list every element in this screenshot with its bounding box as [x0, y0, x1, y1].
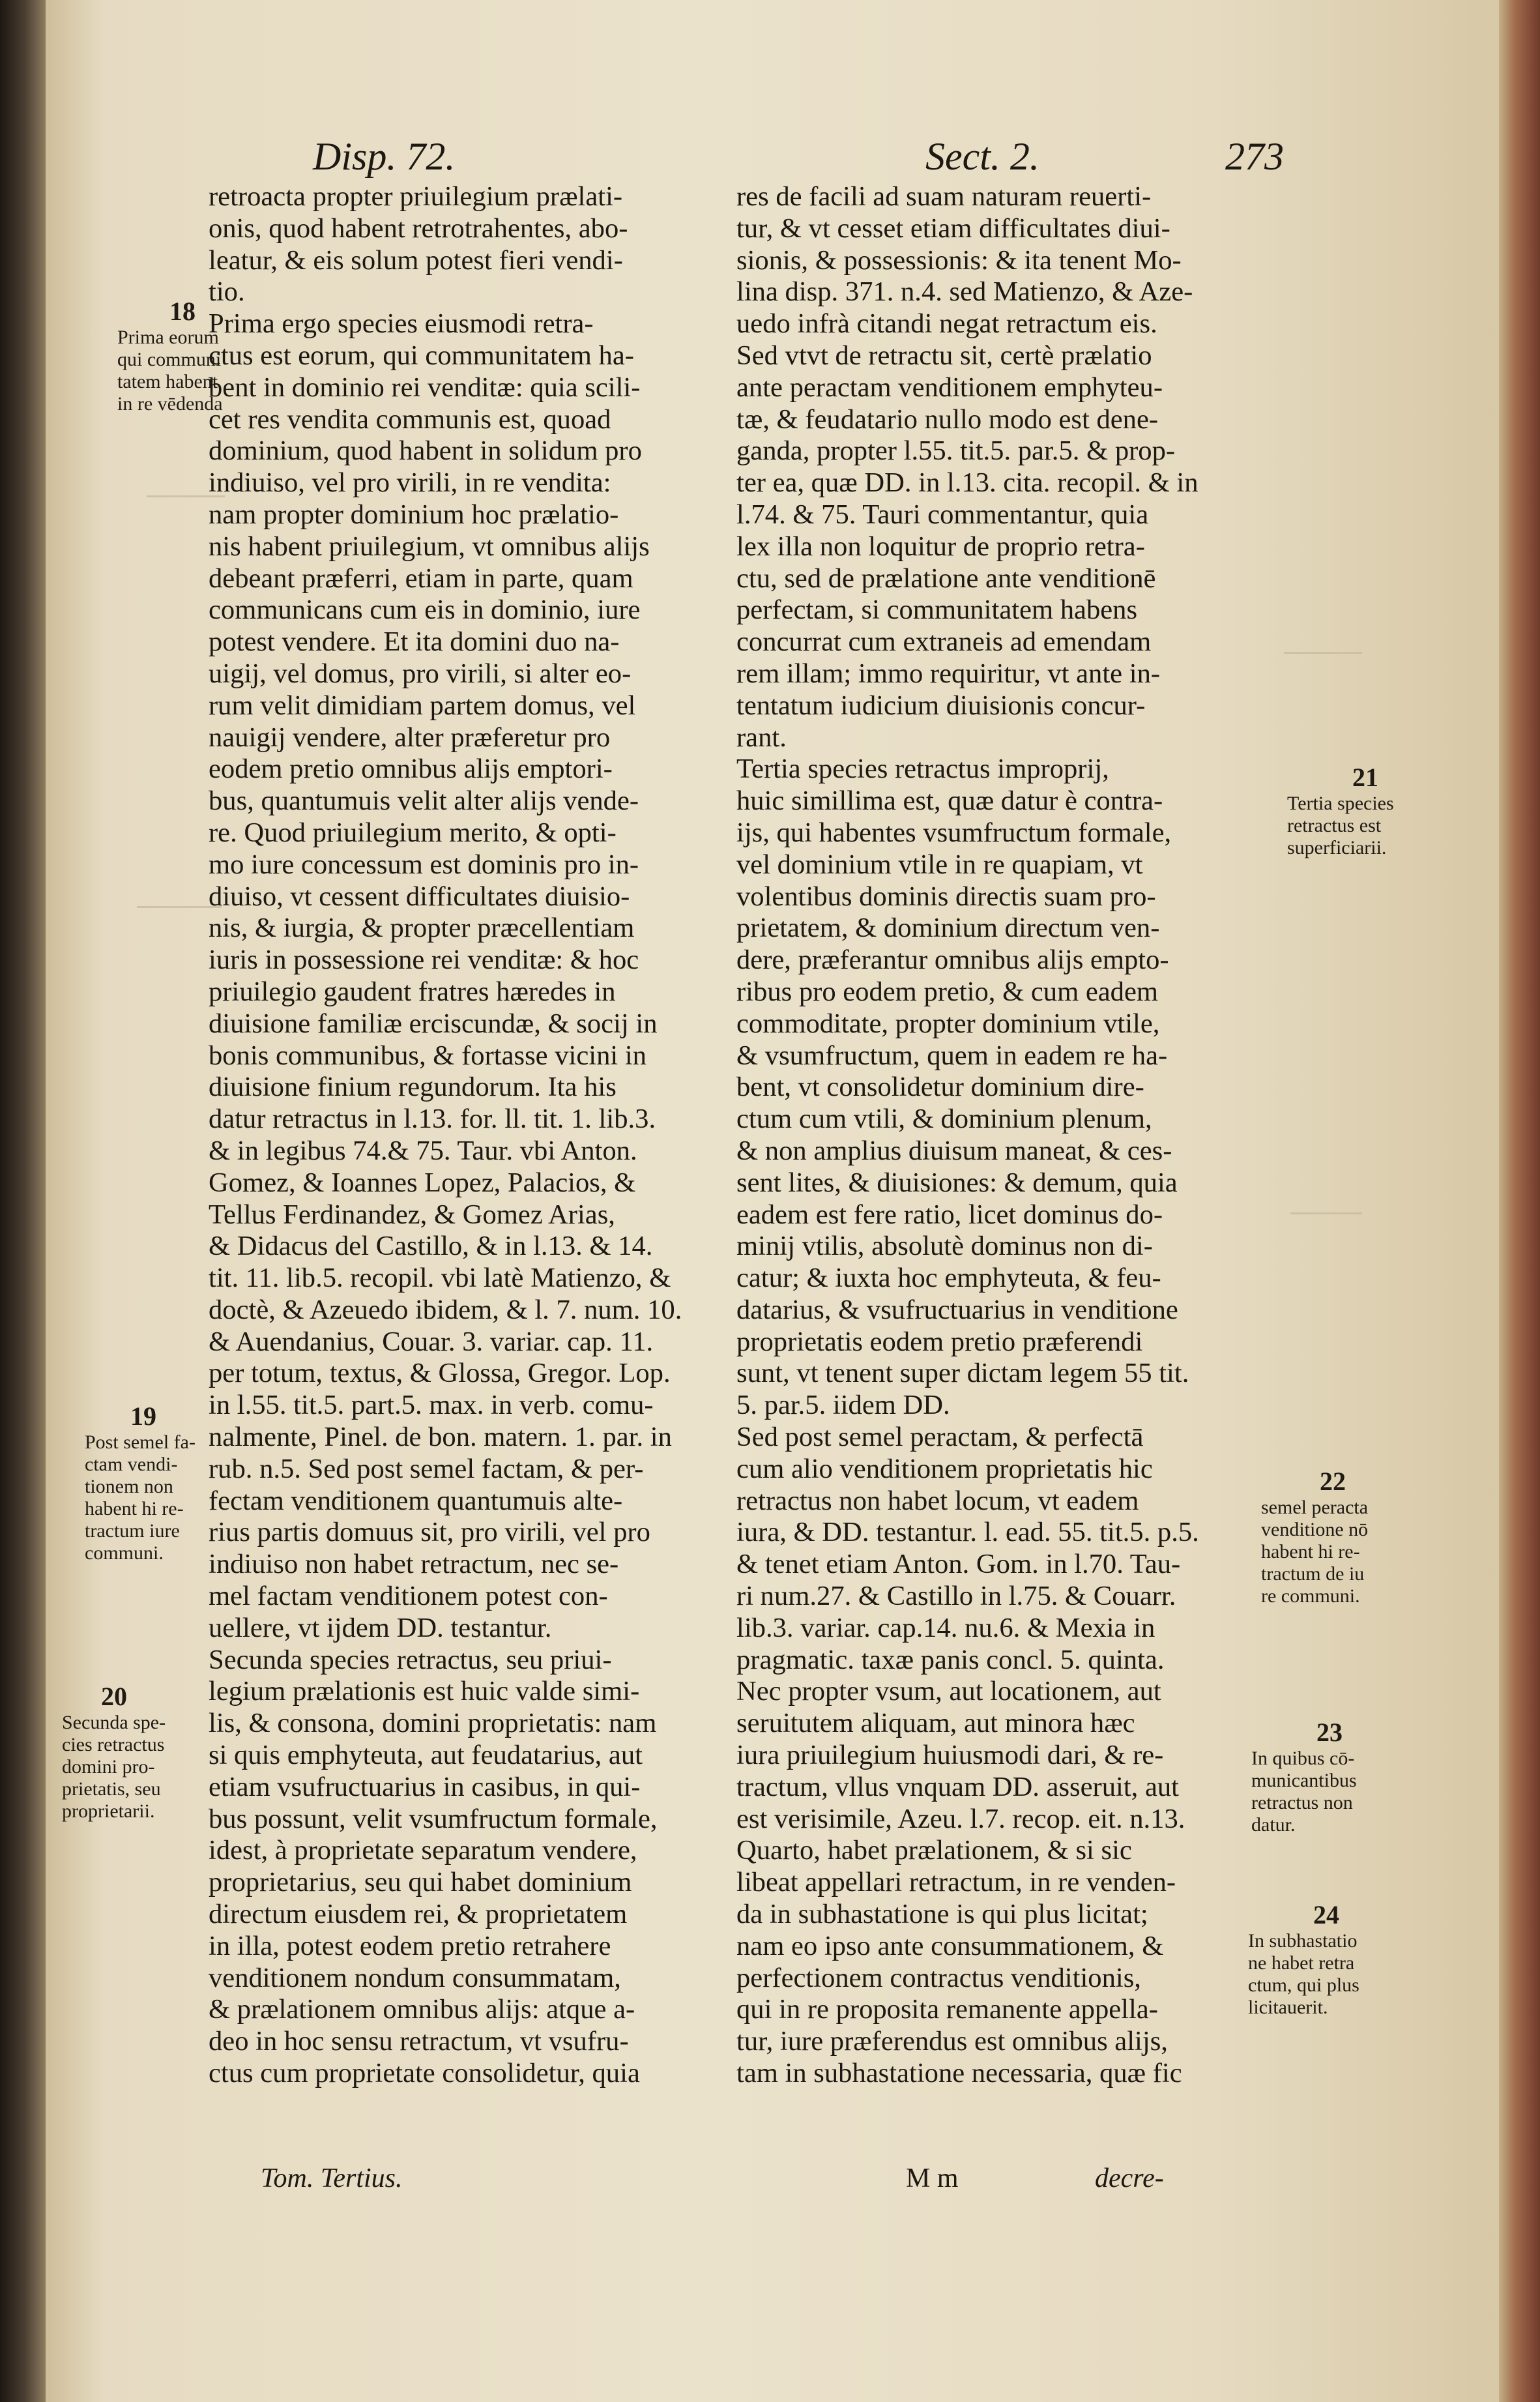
text-line: dere, præferantur omnibus alijs empto- [736, 945, 1169, 976]
text-line: catur; & iuxta hoc emphyteuta, & feu- [736, 1263, 1161, 1294]
text-line: minij vtilis, absolutè dominus non di- [736, 1231, 1153, 1262]
text-line: rub. n.5. Sed post semel factam, & per- [209, 1453, 644, 1484]
margin-note-18 [117, 297, 235, 415]
text-line: diuiso, vt cessent difficultates diuisio- [209, 881, 630, 912]
text-line: rum velit dimidiam partem domus, vel [209, 690, 636, 721]
text-line: tio. [209, 276, 245, 308]
bleed-through-mark [1290, 1212, 1362, 1260]
signature-mark: M m [906, 2163, 959, 2193]
margin-note-line: re communi. [1261, 1585, 1360, 1607]
text-line: bonis communibus, & fortasse vicini in [209, 1040, 647, 1071]
text-line: iura, & DD. testantur. l. ead. 55. tit.5. p.5. [736, 1517, 1199, 1548]
text-line: cet res vendita communis est, quoad [209, 403, 611, 435]
text-line: iura priuilegium huiusmodi dari, & re- [736, 1740, 1164, 1771]
text-line: leatur, & eis solum potest fieri vendi- [209, 244, 623, 276]
text-line: bent in dominio rei venditæ: quia scili- [209, 372, 641, 403]
text-line: Prima ergo species eiusmodi retra- [209, 308, 594, 340]
text-line: libeat appellari retractum, in re venden- [736, 1867, 1176, 1898]
text-line: pragmatic. taxæ panis concl. 5. quinta. [736, 1644, 1165, 1675]
text-line: tur, & vt cesset etiam difficultates diui- [736, 212, 1170, 244]
text-line: datur retractus in l.13. for. ll. tit. 1. lib.3. [209, 1104, 656, 1135]
text-line: nis, & iurgia, & propter præcellentiam [209, 913, 635, 944]
text-line: venditionem nondum consummatam, [209, 1962, 621, 1993]
text-line: & in legibus 74.& 75. Taur. vbi Anton. [209, 1135, 637, 1166]
margin-note-line: Tertia species [1287, 793, 1394, 814]
margin-note-line: ctum, qui plus [1248, 1974, 1359, 1996]
text-line: & Didacus del Castillo, & in l.13. & 14. [209, 1231, 653, 1262]
text-line: onis, quod habent retrotrahentes, abo- [209, 212, 628, 244]
text-line: prietatem, & dominium directum ven- [736, 913, 1160, 944]
text-line: nis habent priuilegium, vt omnibus alijs [209, 531, 650, 562]
text-line: & Auendanius, Couar. 3. variar. cap. 11. [209, 1326, 654, 1357]
text-line: tentatum iudicium diuisionis concur- [736, 690, 1146, 721]
text-line: & prælationem omnibus alijs: atque a- [209, 1994, 635, 2025]
margin-note-number: 23 [1316, 1718, 1343, 1747]
text-line: proprietatis eodem pretio præferendi [736, 1326, 1143, 1357]
margin-note-line: datur. [1251, 1814, 1296, 1836]
text-line: ctus est eorum, qui communitatem ha- [209, 340, 634, 371]
margin-note-line: Post semel fa- [85, 1431, 196, 1453]
text-line: ctum cum vtili, & dominium plenum, [736, 1104, 1152, 1135]
text-line: commoditate, propter dominium vtile, [736, 1008, 1160, 1039]
text-line: qui in re proposita remanente appella- [736, 1994, 1158, 2025]
text-line: cum alio venditionem proprietatis hic [736, 1453, 1153, 1484]
text-line: nam eo ipso ante consummationem, & [736, 1930, 1164, 1961]
text-line: Tellus Ferdinandez, & Gomez Arias, [209, 1199, 615, 1230]
margin-note-24 [1248, 1900, 1398, 2019]
margin-note-line: In quibus cō- [1251, 1748, 1355, 1769]
text-line: bus, quantumuis velit alter alijs vende- [209, 785, 639, 817]
text-line: datarius, & vsufructuarius in venditione [736, 1294, 1178, 1325]
margin-note-line: tractum de iu [1261, 1563, 1365, 1585]
text-line: Tertia species retractus improprij, [736, 754, 1109, 785]
text-line: directum eiusdem rei, & proprietatem [209, 1899, 628, 1930]
text-line: diuisione familiæ erciscundæ, & socij in [209, 1008, 658, 1039]
text-line: si quis emphyteuta, aut feudatarius, aut [209, 1740, 643, 1771]
text-line: sunt, vt tenent super dictam legem 55 tit. [736, 1358, 1189, 1389]
text-line: in l.55. tit.5. part.5. max. in verb. comu- [209, 1390, 654, 1421]
text-line: tit. 11. lib.5. recopil. vbi latè Matienzo, & [209, 1263, 671, 1294]
text-line: legium prælationis est huic valde simi- [209, 1676, 640, 1707]
margin-note-line: tionem non [85, 1476, 173, 1497]
text-line: ganda, propter l.55. tit.5. par.5. & prop- [736, 435, 1176, 467]
text-line: est verisimile, Azeu. l.7. recop. eit. n.13. [736, 1803, 1185, 1834]
text-line: & non amplius diuisum maneat, & ces- [736, 1135, 1172, 1166]
margin-note-line: habent hi re- [85, 1498, 184, 1519]
margin-note-number: 20 [101, 1682, 127, 1711]
running-head-disputation: Disp. 72. [313, 135, 456, 178]
margin-note-number: 24 [1313, 1900, 1339, 1929]
margin-note-line: municantibus [1251, 1770, 1357, 1791]
text-line: huic simillima est, quæ datur è contra- [736, 785, 1163, 817]
margin-note-line: tatem habent [117, 371, 218, 392]
margin-note-line: prietatis, seu [62, 1778, 161, 1800]
text-line: sent lites, & diuisiones: & demum, quia [736, 1167, 1178, 1198]
text-line: diuisione finium regundorum. Ita his [209, 1072, 617, 1103]
text-line: uigij, vel domus, pro virili, si alter eo- [209, 658, 632, 689]
text-line: debeant præferri, etiam in parte, quam [209, 563, 633, 594]
text-line: ribus pro eodem pretio, & cum eadem [736, 976, 1158, 1007]
margin-note-line: habent hi re- [1261, 1541, 1360, 1562]
text-line: perfectionem contractus venditionis, [736, 1962, 1141, 1993]
text-line: mo iure concessum est dominis pro in- [209, 849, 639, 880]
right-text-column [736, 181, 1264, 2090]
text-line: lex illa non loquitur de proprio retra- [736, 531, 1145, 562]
text-line: indiuiso non habet retractum, nec se- [209, 1549, 619, 1580]
text-line: Gomez, & Ioannes Lopez, Palacios, & [209, 1167, 636, 1198]
left-text-column [209, 181, 749, 2090]
text-line: lis, & consona, domini proprietatis: nam [209, 1708, 657, 1739]
text-line: res de facili ad suam naturam reuerti- [736, 181, 1152, 212]
text-line: proprietarius, seu qui habet dominium [209, 1867, 632, 1898]
text-line: volentibus dominis directis suam pro- [736, 881, 1156, 912]
text-line: communicans cum eis in dominio, iure [209, 594, 641, 626]
margin-note-line: cies retractus [62, 1734, 165, 1755]
margin-note-23 [1251, 1718, 1401, 1836]
text-line: eodem pretio omnibus alijs emptori- [209, 754, 613, 785]
text-line: perfectam, si communitatem habens [736, 594, 1138, 626]
text-line: eadem est fere ratio, licet dominus do- [736, 1199, 1163, 1230]
margin-note-number: 22 [1320, 1467, 1346, 1496]
text-line: rius partis domuus sit, pro virili, vel pro [209, 1517, 650, 1548]
margin-note-20 [62, 1682, 192, 1823]
text-line: ijs, qui habentes vsumfructum formale, [736, 817, 1172, 848]
margin-note-line: in re vēdenda [117, 393, 223, 415]
margin-note-line: ctam vendi- [85, 1454, 178, 1475]
margin-note-line: retractus est [1287, 815, 1382, 836]
text-line: tam in subhastatione necessaria, quæ fic [736, 2058, 1182, 2089]
margin-note-line: venditione nō [1261, 1519, 1369, 1540]
text-line: in illa, potest eodem pretio retrahere [209, 1930, 611, 1961]
margin-note-line: communi. [85, 1542, 164, 1564]
text-line: rem illam; immo requiritur, vt ante in- [736, 658, 1161, 689]
text-line: sionis, & possessionis: & ita tenent Mo- [736, 244, 1182, 276]
text-line: per totum, textus, & Glossa, Gregor. Lop. [209, 1358, 671, 1389]
text-line: retractus non habet locum, vt eadem [736, 1485, 1139, 1516]
text-line: bent, vt consolidetur dominium dire- [736, 1072, 1144, 1103]
margin-note-number: 18 [169, 297, 196, 326]
margin-note-line: domini pro- [62, 1756, 155, 1778]
text-line: Secunda species retractus, seu priui- [209, 1644, 612, 1675]
margin-note-line: ne habet retra [1248, 1952, 1355, 1974]
text-line: l.74. & 75. Tauri commentantur, quia [736, 499, 1149, 530]
text-line: Quarto, habet prælationem, & si sic [736, 1835, 1132, 1866]
text-line: ri num.27. & Castillo in l.75. & Couarr. [736, 1581, 1176, 1612]
text-line: vel dominium vtile in re quapiam, vt [736, 849, 1143, 880]
text-line: concurrat cum extraneis ad emendam [736, 626, 1152, 658]
text-line: lib.3. variar. cap.14. nu.6. & Mexia in [736, 1612, 1155, 1643]
margin-note-line: Prima eorum [117, 327, 219, 348]
margin-note-line: tractum iure [85, 1520, 180, 1542]
text-line: ter ea, quæ DD. in l.13. cita. recopil. & in [736, 467, 1199, 499]
text-line: indiuiso, vel pro virili, in re vendita: [209, 467, 611, 499]
text-line: ctu, sed de prælatione ante venditionē [736, 563, 1156, 594]
text-line: seruitutem aliquam, aut minora hæc [736, 1708, 1135, 1739]
text-line: iuris in possessione rei venditæ: & hoc [209, 945, 639, 976]
text-line: re. Quod priuilegium merito, & opti- [209, 817, 617, 848]
text-line: Sed post semel peractam, & perfectā [736, 1422, 1144, 1453]
text-line: mel factam venditionem potest con- [209, 1581, 608, 1612]
margin-note-line: In subhastatio [1248, 1930, 1358, 1952]
text-line: uellere, vt ijdem DD. testantur. [209, 1612, 552, 1643]
text-line: tæ, & feudatario nullo modo est dene- [736, 403, 1159, 435]
text-line: nalmente, Pinel. de bon. matern. 1. par. in [209, 1422, 672, 1453]
margin-note-number: 19 [130, 1401, 156, 1431]
text-line: fectam venditionem quantumuis alte- [209, 1485, 623, 1516]
text-line: retroacta propter priuilegium prælati- [209, 181, 623, 212]
margin-note-line: licitauerit. [1248, 1997, 1328, 2018]
text-line: nauigij vendere, alter præferetur pro [209, 722, 611, 753]
page-edge [1499, 0, 1540, 2402]
text-line: idest, à proprietate separatum vendere, [209, 1835, 637, 1866]
volume-label: Tom. Tertius. [261, 2163, 403, 2193]
text-line: Nec propter vsum, aut locationem, aut [736, 1676, 1161, 1707]
margin-note-19 [85, 1401, 202, 1564]
text-line: dominium, quod habent in solidum pro [209, 435, 642, 467]
margin-note-line: semel peracta [1261, 1497, 1369, 1518]
text-line: & vsumfructum, quem in eadem re ha- [736, 1040, 1168, 1071]
text-line: tractum, vllus vnquam DD. asseruit, aut [736, 1771, 1180, 1802]
text-line: nam propter dominium hoc prælatio- [209, 499, 619, 530]
text-line: deo in hoc sensu retractum, vt vsufru- [209, 2026, 629, 2057]
text-line: uedo infrà citandi negat retractum eis. [736, 308, 1157, 340]
text-line: ctus cum proprietate consolidetur, quia [209, 2058, 640, 2089]
margin-note-line: Secunda spe- [62, 1712, 166, 1733]
text-line: ante peractam venditionem emphyteu- [736, 372, 1163, 403]
text-line: priuilegio gaudent fratres hæredes in [209, 976, 616, 1007]
running-head-section: Sect. 2. [925, 135, 1039, 178]
page-number: 273 [1225, 135, 1284, 178]
margin-note-21 [1287, 763, 1437, 859]
margin-note-line: proprietarii. [62, 1800, 155, 1822]
bleed-through-mark [1284, 652, 1362, 712]
text-line: doctè, & Azeuedo ibidem, & l. 7. num. 10. [209, 1294, 682, 1325]
text-line: & tenet etiam Anton. Gom. in l.70. Tau- [736, 1549, 1181, 1580]
text-line: tur, iure præferendus est omnibus alijs, [736, 2026, 1168, 2057]
text-line: lina disp. 371. n.4. sed Matienzo, & Aze- [736, 276, 1193, 308]
text-line: 5. par.5. iidem DD. [736, 1390, 950, 1421]
margin-note-line: qui communi [117, 349, 222, 370]
margin-note-22 [1261, 1467, 1411, 1607]
book-gutter [0, 0, 46, 2402]
text-line: potest vendere. Et ita domini duo na- [209, 626, 620, 658]
margin-note-number: 21 [1352, 763, 1378, 792]
text-line: rant. [736, 722, 787, 753]
margin-note-line: retractus non [1251, 1792, 1353, 1813]
text-line: da in subhastatione is qui plus licitat; [736, 1899, 1148, 1930]
text-line: bus possunt, velit vsumfructum formale, [209, 1803, 658, 1834]
catchword: decre- [1095, 2163, 1164, 2193]
margin-note-line: superficiarii. [1287, 837, 1387, 858]
text-line: etiam vsufructuarius in casibus, in qui- [209, 1771, 641, 1802]
text-line: Sed vtvt de retractu sit, certè prælatio [736, 340, 1152, 371]
